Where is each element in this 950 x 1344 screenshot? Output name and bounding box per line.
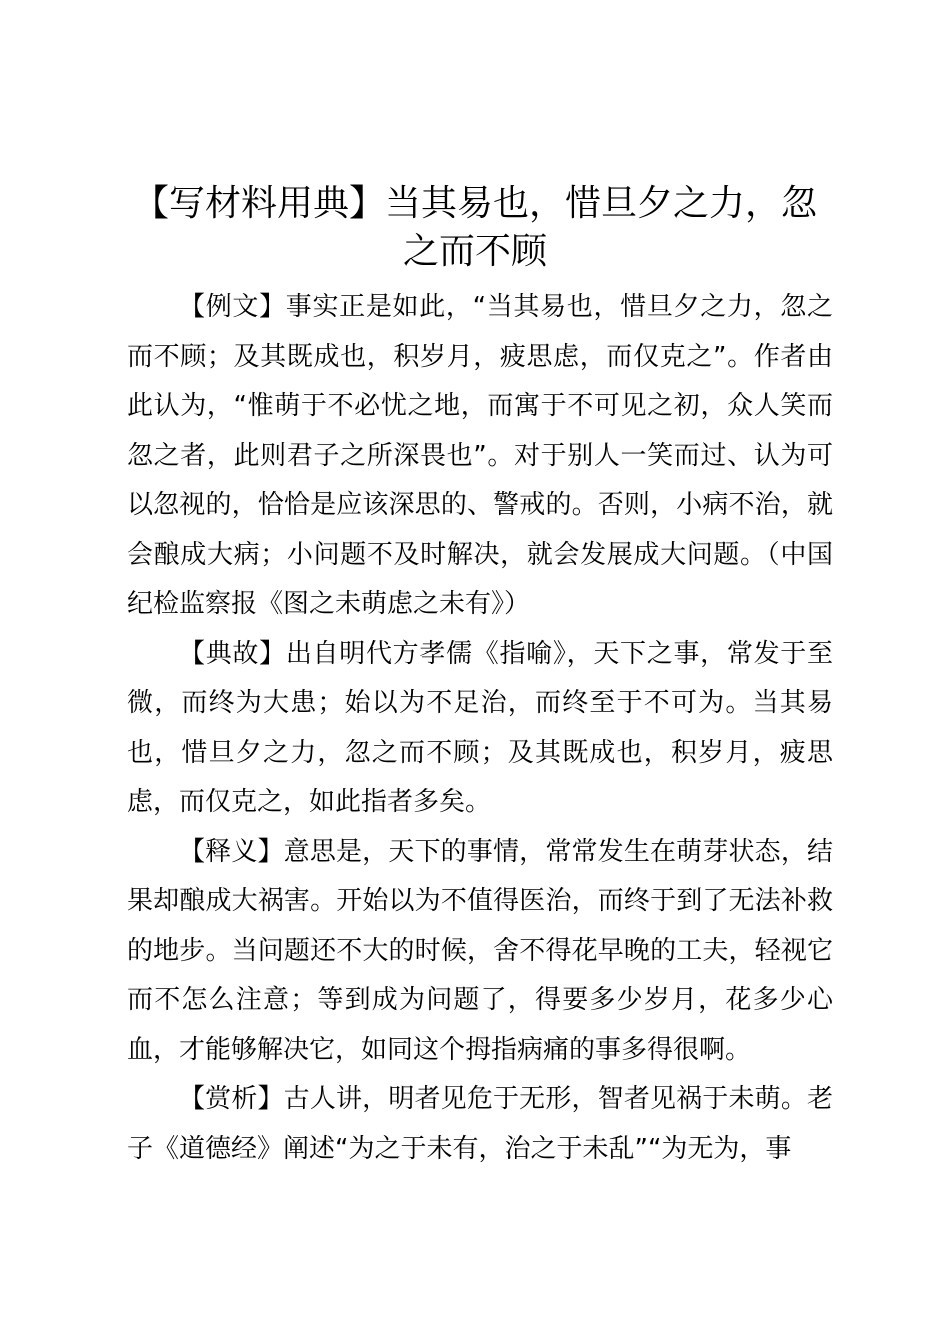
paragraph-allusion: 【典故】出自明代方孝儒《指喻》，天下之事，常发于至微，而终为大患；始以为不足治，而终至于不可为。当其易也，惜旦夕之力，忽之而不顾；及其既成也，积岁月，疲思虑，而仅克之，如此指者多矣。 [127, 638, 833, 817]
paragraph-appreciation: 【赏析】古人讲，明者见危于无形，智者见祸于未萌。老子《道德经》阐述“为之于未有，治之于未乱”“为无为，事 [127, 1084, 833, 1164]
page-title: 【写材料用典】当其易也，惜旦夕之力，忽之而不顾 [132, 183, 817, 272]
document-body [127, 283, 833, 1174]
paragraph-interpretation: 【释义】意思是，天下的事情，常常发生在萌芽状态，结果却酿成大祸害。开始以为不值得医治，而终于到了无法补救的地步。当问题还不大的时候，舍不得花早晚的工夫，轻视它而不怎么注意；等到成为问题了，得要多少岁月，花多少心血，才能够解决它，如同这个拇指病痛的事多得很啊。 [127, 836, 833, 1065]
paragraph-example: 【例文】事实正是如此，“当其易也，惜旦夕之力，忽之而不顾；及其既成也，积岁月，疲思虑，而仅克之”。作者由此认为，“惟萌于不必忧之地，而寓于不可见之初，众人笑而忽之者，此则君子之所深畏也”。对于别人一笑而过、认为可以忽视的，恰恰是应该深思的、警戒的。否则，小病不治，就会酿成大病；小问题不及时解决，就会发展成大问题。（中国纪检监察报《图之未萌虑之未有》） [127, 292, 833, 619]
